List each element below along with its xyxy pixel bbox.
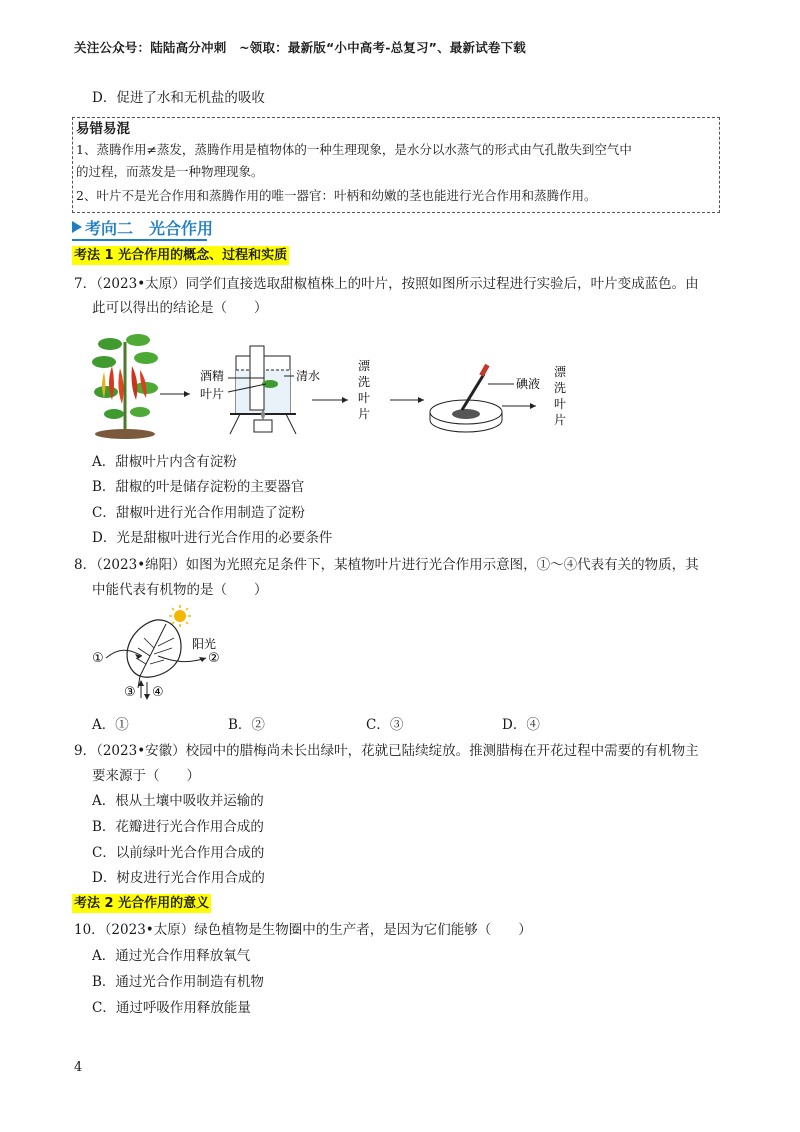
q10-option-b[interactable]: B．通过光合作用制造有机物 — [92, 974, 264, 990]
label-leaf: 叶片 — [200, 387, 225, 401]
q7-option-b[interactable]: B．甜椒的叶是储存淀粉的主要器官 — [92, 479, 305, 495]
q8-option-d[interactable]: D．④ — [502, 717, 540, 733]
section-title: 考向二 光合作用 — [85, 219, 214, 238]
q8-option-b[interactable]: B．② — [228, 717, 265, 733]
q8-option-a[interactable]: A．① — [92, 717, 129, 733]
leaf-icon — [127, 620, 181, 688]
prev-question-option-d: D．促进了水和无机盐的吸收 — [92, 90, 265, 106]
mistakes-item-1-line-2: 的过程，而蒸发是一种物理现象。 — [76, 164, 264, 179]
page-header: 关注公众号：陆陆高分冲刺 ~领取：最新版“小中高考-总复习”、最新试卷下载 — [74, 40, 526, 55]
label-rinse2-1: 漂 — [554, 365, 567, 379]
q10-stem-line-1: 10．（2023•太原）绿色植物是生物圈中的生产者，是因为它们能够（ ） — [74, 922, 532, 938]
q10-option-c[interactable]: C．通过呼吸作用释放能量 — [92, 1000, 251, 1016]
q7-experiment-figure — [90, 322, 580, 442]
mistakes-title: 易错易混 — [76, 121, 130, 137]
label-rinse-3: 叶 — [358, 391, 371, 405]
label-rinse2-3: 叶 — [554, 397, 567, 411]
q8-option-c[interactable]: C．③ — [366, 717, 404, 733]
sun-icon — [169, 605, 191, 627]
mistakes-item-1-line-1: 1、蒸腾作用≠蒸发，蒸腾作用是植物体的一种生理现象，是水分以水蒸气的形式由气孔散失到空气中 — [76, 142, 632, 157]
label-water: 清水 — [296, 369, 321, 383]
marker-4: ④ — [152, 685, 164, 700]
marker-3: ③ — [124, 685, 136, 700]
q8-leaf-figure — [88, 604, 248, 704]
label-sunlight: 阳光 — [192, 637, 217, 651]
q9-option-d[interactable]: D．树皮进行光合作用合成的 — [92, 870, 265, 886]
mistakes-item-2: 2、叶片不是光合作用和蒸腾作用的唯一器官：叶柄和幼嫩的茎也能进行光合作用和蒸腾作用。 — [76, 188, 597, 203]
q7-stem-line-1: 7．（2023•太原）同学们直接选取甜椒植株上的叶片，按照如图所示过程进行实验后，叶片变成蓝色。由 — [74, 276, 699, 292]
q8-stem-line-2: 中能代表有机物的是（ ） — [92, 582, 268, 598]
pepper-plant-icon — [92, 334, 158, 439]
q9-stem-line-2: 要来源于（ ） — [92, 768, 200, 784]
label-alcohol: 酒精 — [200, 369, 225, 383]
section-heading — [72, 216, 213, 239]
petri-dish-icon — [430, 364, 502, 432]
label-rinse-4: 片 — [358, 407, 371, 421]
q7-option-d[interactable]: D．光是甜椒叶进行光合作用的必要条件 — [92, 530, 333, 546]
label-rinse-2: 洗 — [358, 375, 371, 389]
marker-1: ① — [92, 651, 104, 666]
q9-option-a[interactable]: A．根从土壤中吸收并运输的 — [92, 793, 264, 809]
kaofa-1-label: 考法 1 光合作用的概念、过程和实质 — [74, 248, 288, 263]
label-rinse-1: 漂 — [358, 359, 371, 373]
q10-option-a[interactable]: A．通过光合作用释放氧气 — [92, 948, 251, 964]
q9-stem-line-1: 9．（2023•安徽）校园中的腊梅尚未长出绿叶，花就已陆续绽放。推测腊梅在开花过程中需要的有机物主 — [74, 743, 699, 759]
marker-2: ② — [208, 651, 220, 666]
section-underline — [72, 239, 207, 241]
page-number: 4 — [74, 1060, 83, 1075]
triangle-icon — [72, 221, 82, 233]
label-iodine: 碘液 — [516, 377, 541, 391]
q7-stem-line-2: 此可以得出的结论是（ ） — [92, 300, 268, 316]
label-rinse2-4: 片 — [554, 413, 567, 427]
q7-option-a[interactable]: A．甜椒叶片内含有淀粉 — [92, 454, 237, 470]
q9-option-b[interactable]: B．花瓣进行光合作用合成的 — [92, 819, 264, 835]
q7-option-c[interactable]: C．甜椒叶进行光合作用制造了淀粉 — [92, 505, 305, 521]
q9-option-c[interactable]: C．以前绿叶光合作用合成的 — [92, 845, 265, 861]
label-rinse2-2: 洗 — [554, 381, 567, 395]
kaofa-2-label: 考法 2 光合作用的意义 — [74, 896, 210, 911]
q8-stem-line-1: 8．（2023•绵阳）如图为光照充足条件下，某植物叶片进行光合作用示意图，①～④代表有关的物质，其 — [74, 557, 699, 573]
